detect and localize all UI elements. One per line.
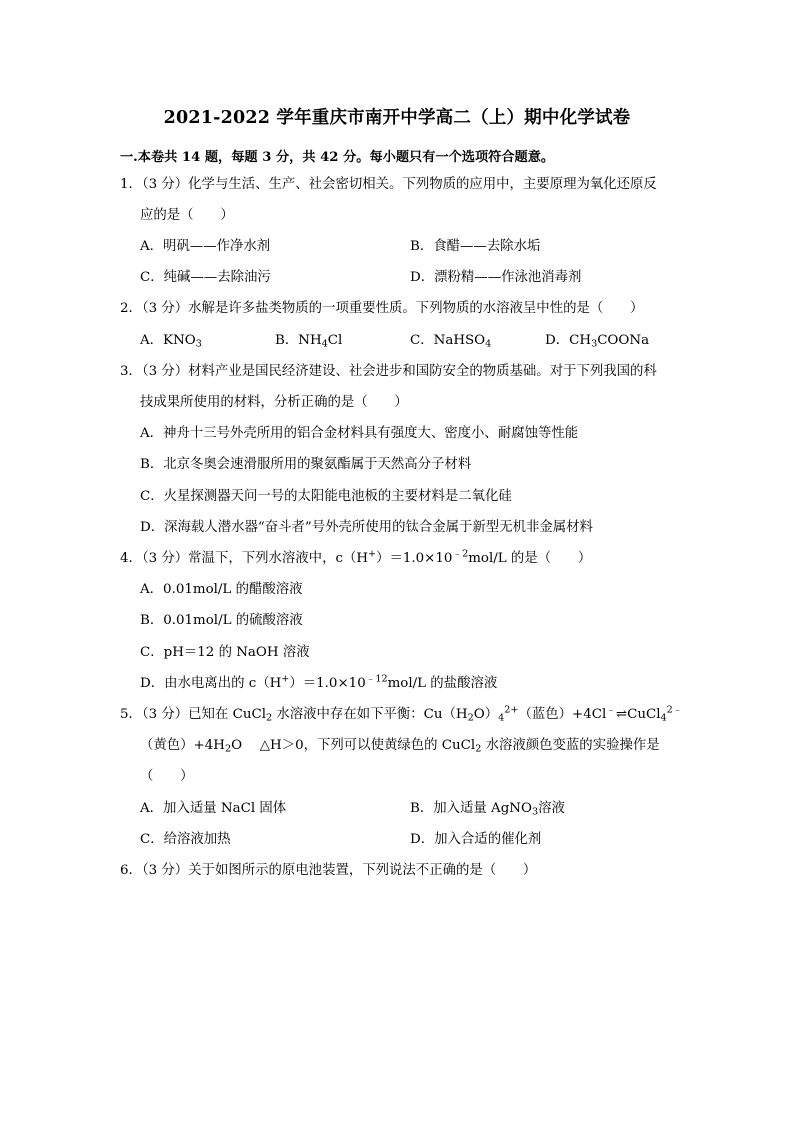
q2-option-b: B．$NH_4Cl$ xyxy=(275,333,343,350)
q2-option-d: D．$CH_3COONa$ xyxy=(545,333,650,350)
q1-option-d: D．漂粉精——作泳池消毒剂 xyxy=(410,270,582,285)
exam-title: 2021-2022 学年重庆市南开中学高二（上）期中化学试卷 xyxy=(163,108,631,128)
q4-option-c: C．pH＝12 的 NaOH 溶液 xyxy=(140,645,310,660)
section-instruction: 一.本卷共 14 题，每题 3 分，共 42 分。每小题只有一个选项符合题意。 xyxy=(120,150,555,165)
q4-option-b: B．0.01mol/L 的硫酸溶液 xyxy=(140,613,303,628)
q5-stem-line1: 5．（3 分）已知在 CuCl$_2$ 水溶液中存在如下平衡：$Cu(H_2O)_4^{2+}$（蓝色）+4Cl﹣⇌CuCl$_4^{2﹣}$ xyxy=(120,704,683,724)
q6-stem: 6．（3 分）关于如图所示的原电池装置，下列说法不正确的是（ ） xyxy=(120,863,537,878)
q3-stem-line1: 3．（3 分）材料产业是国民经济建设、社会进步和国防安全的物质基础。对于下列我国的科 xyxy=(120,364,657,379)
q2-option-c: C．NaHSO$_4$ xyxy=(410,333,492,350)
q3-option-c: C．火星探测器天问一号的太阳能电池板的主要材料是二氧化硅 xyxy=(140,489,512,504)
q1-option-b: B．食醋——去除水垢 xyxy=(410,239,541,254)
q5-stem-line2: （黄色）$+4H_2O$ △H＞0，下列可以使黄绿色的 CuCl$_2$ 水溶液颜色变蓝的实验操作是 xyxy=(140,738,660,755)
q5-option-c: C．给溶液加热 xyxy=(140,832,231,847)
q5-stem-line3: （ ） xyxy=(140,769,194,784)
q3-option-a: A．神舟十三号外壳所用的铝合金材料具有强度大、密度小、耐腐蚀等性能 xyxy=(140,426,579,441)
q5-option-d: D．加入合适的催化剂 xyxy=(410,832,542,847)
q2-option-a: A．$KNO_3$ xyxy=(140,333,202,350)
q1-option-c: C．纯碱——去除油污 xyxy=(140,270,271,285)
q5-option-a: A．加入适量 NaCl 固体 xyxy=(140,801,287,816)
q4-stem: 4．（3 分）常温下，下列水溶液中，$c(H^+)=1.0\times 10^{﹣2}mol/L$ 的是（ ） xyxy=(120,548,592,566)
q3-option-d: D．深海载人潜水器“奋斗者”号外壳所使用的钛合金属于新型无机非金属材料 xyxy=(140,520,593,535)
q1-stem-line2: 应的是（ ） xyxy=(140,208,234,223)
q1-option-a: A．明矾——作净水剂 xyxy=(140,239,271,254)
q4-option-a: A．0.01mol/L 的醋酸溶液 xyxy=(140,582,303,597)
q1-stem-line1: 1．（3 分）化学与生活、生产、社会密切相关。下列物质的应用中，主要原理为氧化还原反 xyxy=(120,177,657,192)
q3-option-b: B．北京冬奥会速滑服所用的聚氨酯属于天然高分子材料 xyxy=(140,457,472,472)
q3-stem-line2: 技成果所使用的材料，分析正确的是（ ） xyxy=(140,395,408,410)
q5-option-b: B．加入适量 AgNO$_3$溶液 xyxy=(410,801,565,818)
q2-stem: 2．（3 分）水解是许多盐类物质的一项重要性质。下列物质的水溶液呈中性的是（ ） xyxy=(120,301,644,316)
q4-option-d: D．由水电离出的 $c(H^+)=1.0\times 10^{﹣12}mol/L$ 的盐酸溶液 xyxy=(140,673,498,691)
